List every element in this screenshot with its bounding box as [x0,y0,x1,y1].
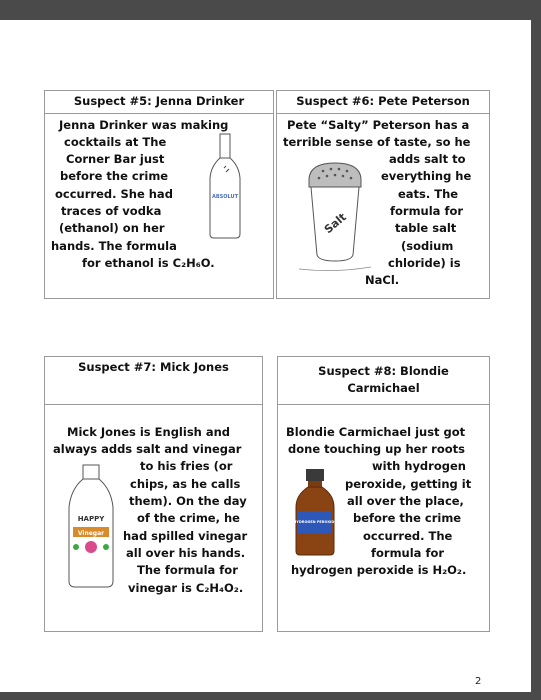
text-line: NaCl. [365,273,400,287]
label-vinegar: Vinegar [77,530,105,537]
suspect-card-7 [44,356,263,632]
page-number: 2 [475,676,482,687]
suspect-card-5 [44,90,274,299]
text-line: peroxide, getting it [345,477,472,491]
vinegar-bottle-icon [61,463,121,593]
suspect-card-title: Suspect #5: Jenna Drinker [45,91,273,114]
text-line: chloride) is [388,256,461,270]
peroxide-bottle-icon [290,467,340,557]
text-line: for ethanol is C₂H₆O. [82,256,215,270]
text-line: terrible sense of taste, so he [283,135,471,149]
text-line: cocktails at The [64,135,167,149]
text-line: hydrogen peroxide is H₂O₂. [291,563,467,577]
text-line: Mick Jones is English and [67,425,231,439]
text-line: table salt [395,221,457,235]
text-line: chips, as he calls [130,477,241,491]
text-line: Pete “Salty” Peterson has a [287,118,470,132]
bottle-label: HYDROGEN PEROXIDE [293,520,337,524]
label-happy: HAPPY [77,515,105,523]
text-line: hands. The formula [51,239,177,253]
suspect-card-title [278,357,489,405]
text-line: to his fries (or [140,459,233,473]
text-line: of the crime, he [137,511,240,525]
text-line: occurred. The [363,529,453,543]
suspect-card-title-line1: Suspect #8: Blondie [318,364,449,378]
text-line: Blondie Carmichael just got [286,425,466,439]
text-line: with hydrogen [372,459,466,473]
text-line: formula for [371,546,445,560]
text-line: Jenna Drinker was making [59,118,229,132]
text-line: all over the place, [347,494,464,508]
text-line: eats. The [398,187,459,201]
shaker-label: Salt [321,210,349,237]
text-line: formula for [390,204,464,218]
text-line: always adds salt and vinegar [53,442,242,456]
text-line: them). On the day [129,494,247,508]
suspect-card-8 [277,356,490,632]
text-line: (ethanol) on her [59,221,165,235]
text-line: before the crime [353,511,462,525]
text-line: adds salt to [389,152,466,166]
bottle-label: ABSOLUT [211,194,239,200]
page-edge-right [531,0,541,700]
text-line: occurred. She had [55,187,173,201]
text-line: traces of vodka [61,204,162,218]
suspect-card-6 [276,90,490,299]
page-edge-bottom [0,692,541,700]
text-line: everything he [381,169,472,183]
text-line: vinegar is C₂H₄O₂. [128,581,244,595]
text-line: all over his hands. [126,546,246,560]
vodka-bottle-icon [205,132,245,242]
document-page [0,20,531,692]
suspect-card-title: Suspect #6: Pete Peterson [277,91,489,114]
text-line: Corner Bar just [66,152,165,166]
suspect-card-title-line2: Carmichael [347,381,420,395]
text-line: had spilled vinegar [123,529,248,543]
text-line: done touching up her roots [288,442,465,456]
suspect-card-title: Suspect #7: Mick Jones [45,357,262,405]
salt-shaker-icon [295,159,375,279]
text-line: before the crime [60,169,169,183]
text-line: The formula for [137,563,238,577]
text-line: (sodium [401,239,454,253]
